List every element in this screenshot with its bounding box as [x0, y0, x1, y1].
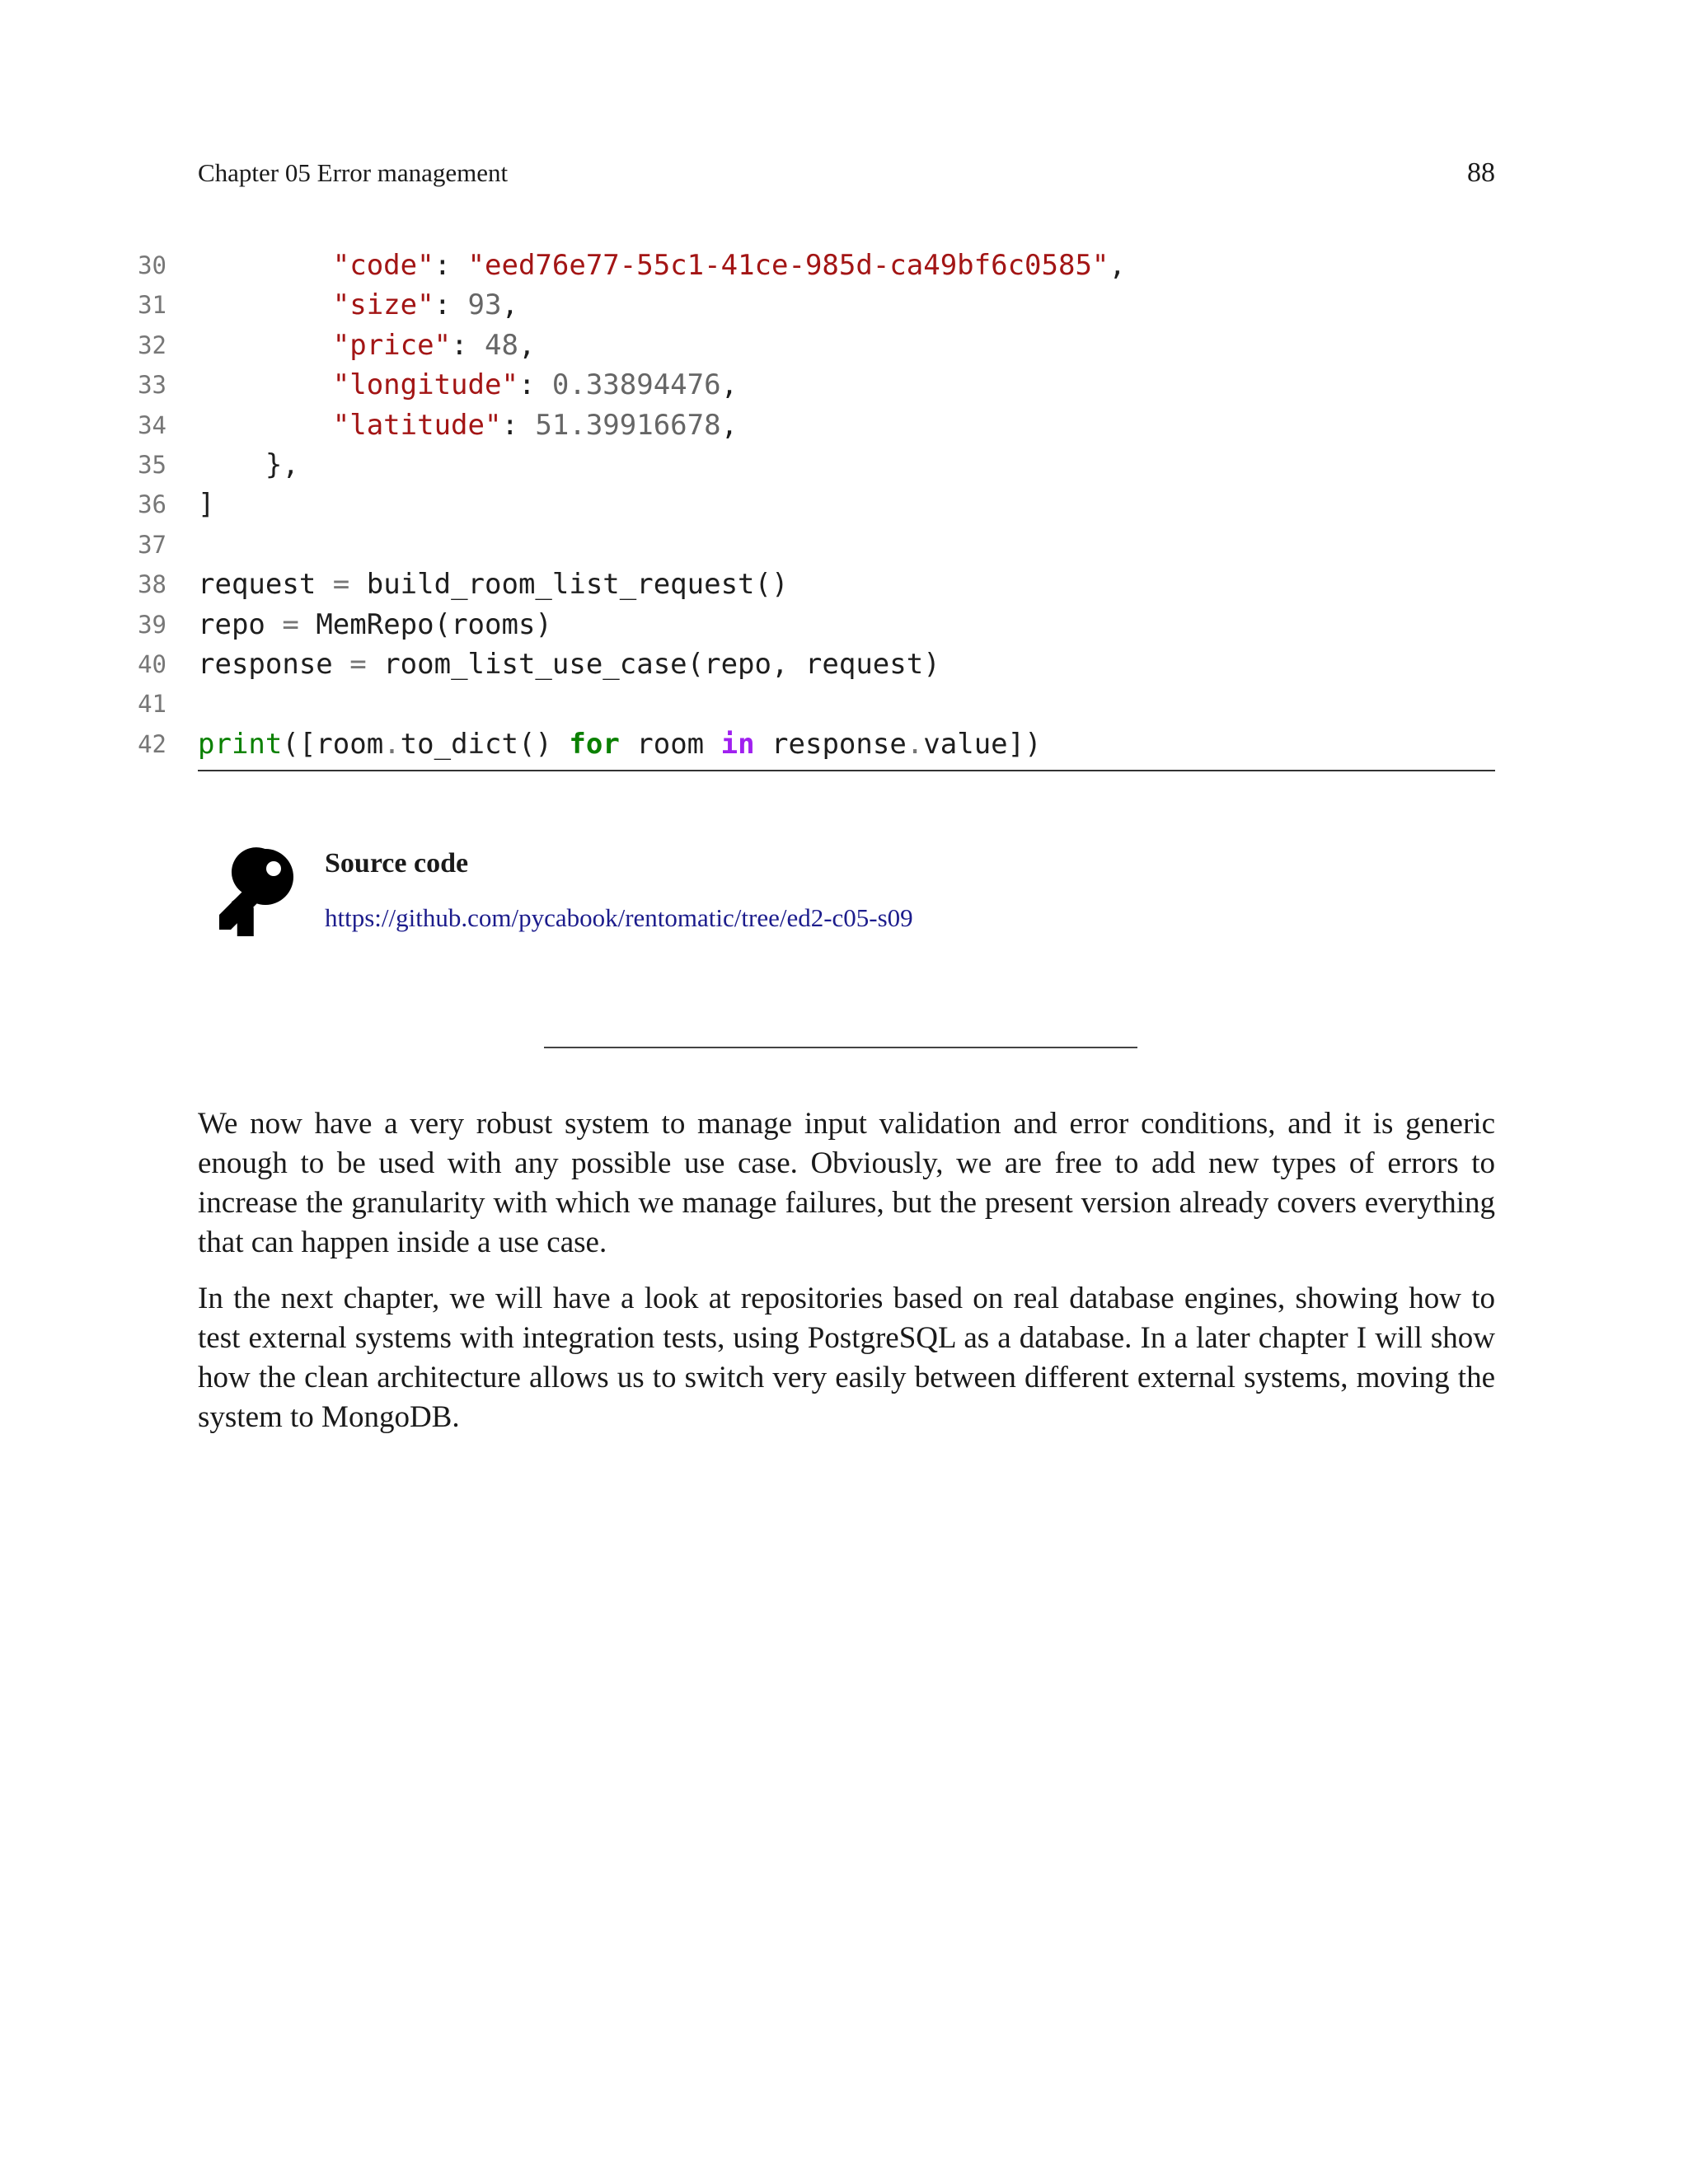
code-token: request [198, 568, 333, 602]
code-token: repo [198, 607, 283, 641]
code-block-bottom-rule [198, 770, 1495, 771]
code-token: , [501, 288, 518, 322]
paragraph: In the next chapter, we will have a look at repositories based on real database engines, showing how to test external systems with integration tests, using PostgreSQL as a database. In a later chapter I will show how the clean architecture allows us to switch very easily between different external systems, moving the system to MongoDB. [198, 1282, 1495, 1434]
line-number: 41 [138, 690, 166, 719]
code-token: , [720, 368, 738, 402]
code-token: : [451, 328, 485, 362]
code-token: = [332, 568, 350, 602]
paragraph: We now have a very robust system to manage input validation and error conditions, and it is generic enough to be used with any possible use case. Obviously, we are free to add new types of errors to increase the granularity with which we manage failures, but the present version already covers everything that can happen inside a use case. [198, 1107, 1495, 1259]
body-text [198, 1104, 1495, 1454]
code-token: = [282, 607, 299, 641]
code-text [198, 445, 299, 485]
code-text [198, 246, 1126, 285]
code-line [124, 285, 1495, 325]
code-line [124, 644, 1495, 684]
line-number: 38 [138, 570, 166, 599]
code-line [124, 246, 1495, 285]
running-header-chapter: Chapter 05 Error management [198, 158, 509, 187]
line-number: 35 [138, 450, 166, 479]
code-text [198, 644, 940, 684]
page-number: 88 [1467, 157, 1495, 188]
code-token: in [720, 727, 755, 761]
code-token: . [383, 727, 401, 761]
code-token: to_dict() [400, 727, 570, 761]
line-number: 37 [138, 530, 166, 559]
code-token: "size" [332, 288, 434, 322]
code-token: "eed76e77-55c1-41ce-985d-ca49bf6c0585" [467, 249, 1109, 282]
line-number: 30 [138, 251, 166, 279]
source-code-link[interactable]: https://github.com/pycabook/rentomatic/tree/ed2-c05-s09 [325, 903, 913, 932]
code-token [198, 409, 333, 442]
code-token: }, [198, 448, 299, 481]
code-token: . [906, 727, 924, 761]
code-token [198, 368, 333, 401]
code-token: for [569, 727, 620, 761]
code-token: = [349, 647, 367, 681]
code-token: build_room_list_request() [349, 568, 789, 602]
code-text [198, 326, 535, 365]
code-line [124, 525, 1495, 565]
code-token: : [501, 408, 536, 442]
code-token: , [720, 408, 738, 442]
code-token: "code" [332, 249, 434, 282]
code-text [198, 485, 214, 524]
code-token: , [1109, 249, 1126, 282]
code-token: 48 [485, 328, 518, 362]
code-token: response [754, 727, 907, 761]
code-line [124, 445, 1495, 485]
page-header [198, 155, 1495, 191]
code-line [124, 365, 1495, 405]
code-token: MemRepo(rooms) [298, 607, 552, 641]
line-number: 32 [138, 330, 166, 359]
code-block [124, 246, 1495, 764]
code-token: : [518, 368, 552, 402]
code-token: : [434, 249, 468, 282]
code-token: value]) [923, 727, 1042, 761]
code-token: response [198, 647, 350, 681]
code-token: "latitude" [332, 408, 502, 442]
code-token: "longitude" [332, 368, 518, 402]
code-text [198, 285, 518, 325]
section-divider [544, 1047, 1137, 1048]
code-text [198, 365, 738, 405]
code-line [124, 326, 1495, 365]
source-code-callout [198, 839, 1495, 938]
code-line [124, 605, 1495, 644]
line-number: 36 [138, 490, 166, 519]
code-token: ] [198, 488, 215, 522]
code-text [198, 605, 552, 644]
code-token: room [619, 727, 721, 761]
code-text [198, 405, 738, 445]
line-number: 40 [138, 649, 166, 678]
code-line [124, 724, 1495, 764]
code-token: , [518, 328, 536, 362]
code-text [198, 565, 788, 604]
code-token: room_list_use_case(repo, request) [366, 647, 940, 681]
code-token: print [198, 727, 283, 761]
code-token: ([room [282, 727, 384, 761]
code-line [124, 485, 1495, 524]
line-number: 33 [138, 371, 166, 400]
code-token [198, 329, 333, 362]
code-token: 0.33894476 [551, 368, 721, 402]
code-token: : [434, 288, 468, 322]
line-number: 34 [138, 410, 166, 439]
line-number: 39 [138, 610, 166, 639]
code-token [198, 249, 333, 282]
code-token: "price" [332, 328, 452, 362]
callout-title: Source code [325, 848, 469, 879]
key-icon [213, 844, 297, 936]
line-number: 42 [138, 729, 166, 758]
code-text [198, 724, 1042, 764]
code-line [124, 405, 1495, 445]
code-token [198, 288, 333, 321]
code-token: 93 [467, 288, 502, 322]
line-number: 31 [138, 291, 166, 320]
code-line [124, 684, 1495, 724]
code-line [124, 565, 1495, 604]
code-token: 51.39916678 [535, 408, 721, 442]
